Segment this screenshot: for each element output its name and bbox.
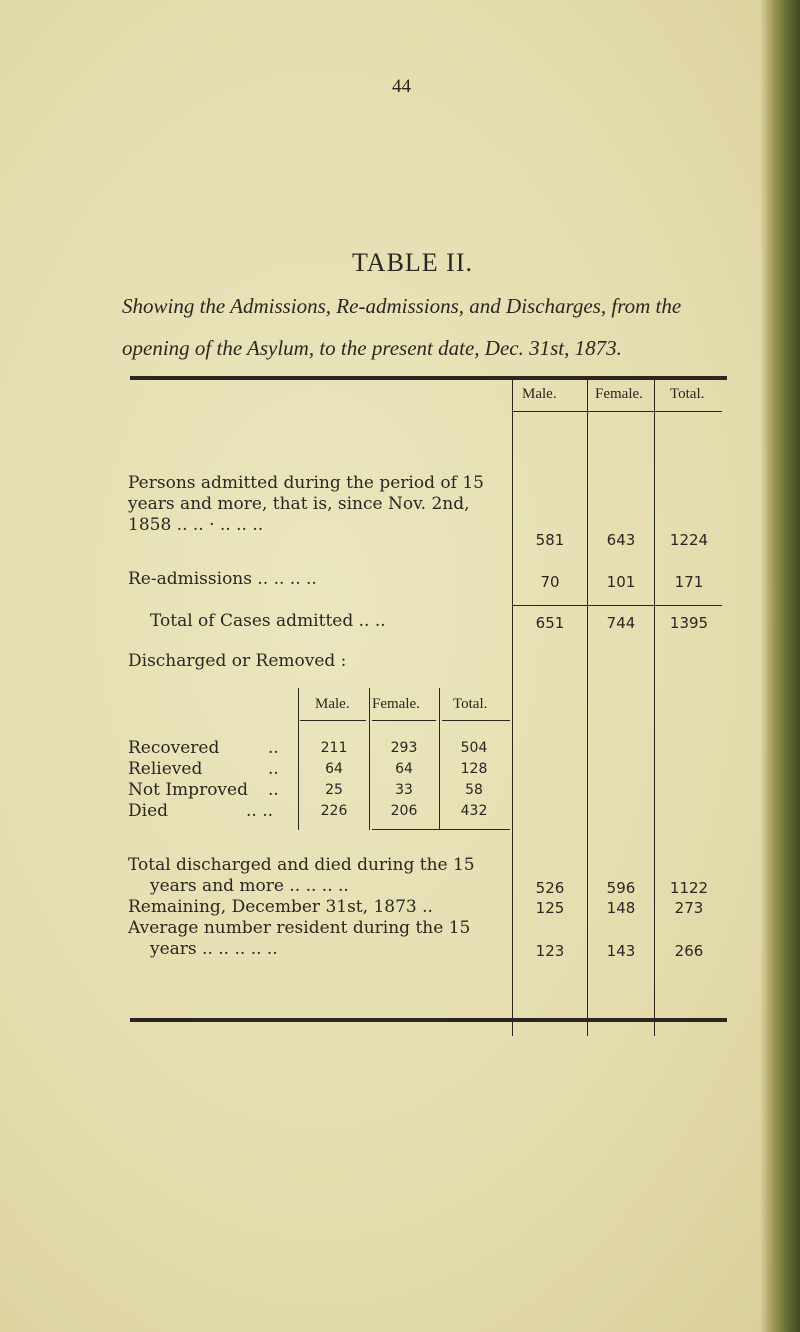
sub-col-header-male: Male. xyxy=(315,696,350,712)
col-header-female: Female. xyxy=(595,386,643,402)
sub-header-underline-total xyxy=(442,720,510,721)
total-admitted-male: 651 xyxy=(535,614,565,632)
discharged-row-female: 293 xyxy=(390,740,418,756)
remaining-male: 125 xyxy=(535,899,565,917)
discharged-row-female: 206 xyxy=(390,803,418,819)
page-edge-shadow xyxy=(760,0,800,1332)
average-female: 143 xyxy=(606,942,636,960)
discharged-row-total: 128 xyxy=(460,761,488,777)
total-discharged-label-line-2: years and more .. .. .. .. xyxy=(150,876,349,896)
discharged-row-male: 226 xyxy=(320,803,348,819)
table-bottom-rule xyxy=(130,1018,727,1022)
admitted-label-line-1: Persons admitted during the period of 15 xyxy=(128,473,484,493)
discharged-row-label: Not Improved xyxy=(128,780,248,800)
page-number: 44 xyxy=(392,76,411,97)
readmissions-label: Re-admissions .. .. .. .. xyxy=(128,569,317,589)
discharged-row-dots: .. xyxy=(268,738,279,758)
col-header-total: Total. xyxy=(670,386,705,402)
total-discharged-label-line-1: Total discharged and died during the 15 xyxy=(128,855,475,875)
discharged-row-dots: .. xyxy=(268,759,279,779)
discharged-row-total: 432 xyxy=(460,803,488,819)
table-subtitle-line-1: Showing the Admissions, Re-admissions, and Discharges, from the xyxy=(122,294,682,318)
discharged-row-male: 211 xyxy=(320,740,348,756)
discharged-row-label: Died xyxy=(128,801,169,821)
discharged-heading: Discharged or Removed : xyxy=(128,651,347,671)
total-discharged-female: 596 xyxy=(606,879,636,897)
col-rule-3 xyxy=(654,380,655,1036)
sub-col-header-female: Female. xyxy=(372,696,420,712)
sub-table-bottom-rule xyxy=(372,829,510,830)
remaining-label: Remaining, December 31st, 1873 .. xyxy=(128,897,433,917)
col-header-male: Male. xyxy=(522,386,557,402)
admitted-label-line-2: years and more, that is, since Nov. 2nd, xyxy=(128,494,470,514)
discharged-row-dots: .. .. xyxy=(246,801,274,821)
admitted-label-line-3: 1858 .. .. · .. .. .. xyxy=(128,515,264,535)
sum-rule-admitted xyxy=(512,605,722,606)
col-rule-1 xyxy=(512,380,513,1036)
discharged-row-male: 64 xyxy=(325,761,343,777)
discharged-row-label: Relieved xyxy=(128,759,203,779)
total-admitted-total: 1395 xyxy=(669,614,709,632)
sub-header-underline-female xyxy=(372,720,436,721)
discharged-row-female: 64 xyxy=(395,761,413,777)
average-label-line-2: years .. .. .. .. .. xyxy=(150,939,278,959)
remaining-female: 148 xyxy=(606,899,636,917)
col-rule-2 xyxy=(587,380,588,1036)
total-discharged-total: 1122 xyxy=(669,879,709,897)
discharged-row-dots: .. xyxy=(268,780,279,800)
table-subtitle-line-2: opening of the Asylum, to the present date, Dec. 31st, 1873. xyxy=(122,336,622,360)
discharged-row-female: 33 xyxy=(395,782,413,798)
total-admitted-label: Total of Cases admitted .. .. xyxy=(150,611,386,631)
header-underline xyxy=(512,411,722,412)
sub-header-underline-male xyxy=(300,720,366,721)
average-label-line-1: Average number resident during the 15 xyxy=(128,918,471,938)
readmissions-male: 70 xyxy=(540,573,560,591)
admitted-male: 581 xyxy=(535,531,565,549)
sub-col-header-total: Total. xyxy=(453,696,488,712)
admitted-female: 643 xyxy=(606,531,636,549)
discharged-row-total: 58 xyxy=(465,782,483,798)
total-admitted-female: 744 xyxy=(606,614,636,632)
readmissions-female: 101 xyxy=(606,573,636,591)
table-title: TABLE II. xyxy=(352,248,473,277)
table-top-rule xyxy=(130,376,727,380)
sub-col-rule-1 xyxy=(298,688,299,830)
readmissions-total: 171 xyxy=(674,573,704,591)
total-discharged-male: 526 xyxy=(535,879,565,897)
remaining-total: 273 xyxy=(674,899,704,917)
discharged-row-total: 504 xyxy=(460,740,488,756)
discharged-row-male: 25 xyxy=(325,782,343,798)
discharged-row-label: Recovered xyxy=(128,738,220,758)
admitted-total: 1224 xyxy=(669,531,709,549)
average-total: 266 xyxy=(674,942,704,960)
average-male: 123 xyxy=(535,942,565,960)
